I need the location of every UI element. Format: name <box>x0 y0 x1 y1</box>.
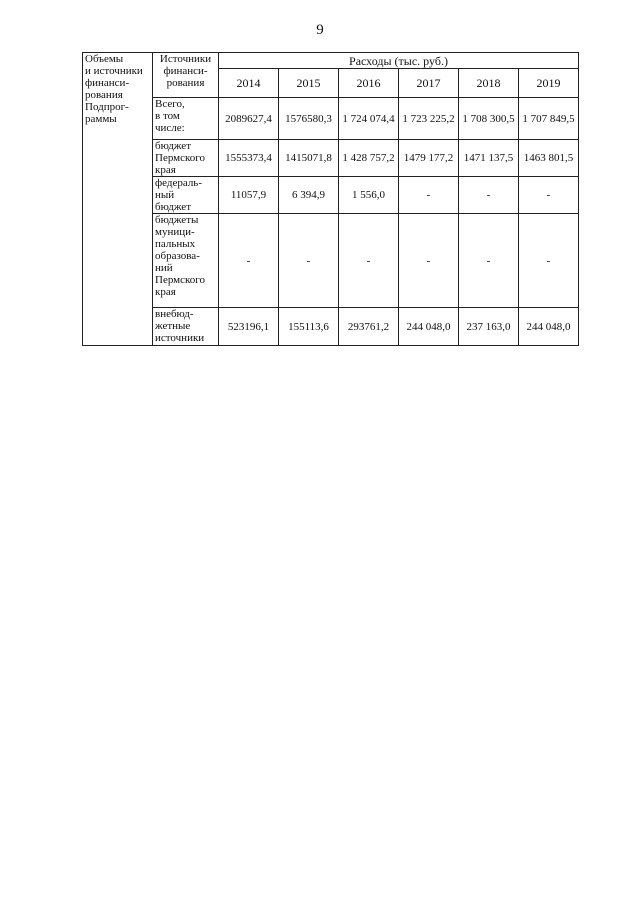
value-cell: - <box>399 214 459 308</box>
row-label <box>153 177 219 214</box>
row-label-line: бюджет <box>155 140 191 152</box>
row-label-line: внебюд- <box>155 308 194 320</box>
row-label-line: в том <box>155 110 180 122</box>
row-label-line: ный <box>155 189 175 201</box>
table-row-extrabudgetary <box>83 308 579 346</box>
value-cell: 1 707 849,5 <box>519 98 579 140</box>
row-label-line: числе: <box>155 122 185 134</box>
value-cell: 293761,2 <box>339 308 399 346</box>
row-label-line: жетные <box>155 320 191 332</box>
value-cell: 244 048,0 <box>399 308 459 346</box>
value-cell: 2089627,4 <box>219 98 279 140</box>
value-cell: - <box>399 177 459 214</box>
value-cell: 1 724 074,4 <box>339 98 399 140</box>
value-cell: 1576580,3 <box>279 98 339 140</box>
row-label-line: Пермского <box>155 152 206 164</box>
value-cell: 1 708 300,5 <box>459 98 519 140</box>
row-label-line: ний <box>155 262 173 274</box>
year-header: 2019 <box>519 69 579 98</box>
section-label-cell <box>83 53 153 346</box>
table-row-federal-budget <box>83 177 579 214</box>
value-cell: - <box>519 214 579 308</box>
page-number: 9 <box>316 22 324 38</box>
value-cell: 155113,6 <box>279 308 339 346</box>
table-row-total <box>83 98 579 140</box>
value-cell: 1479 177,2 <box>399 140 459 177</box>
value-cell: 244 048,0 <box>519 308 579 346</box>
section-label-line: Подпрог- <box>85 101 129 113</box>
expenses-header: Расходы (тыс. руб.) <box>219 53 579 69</box>
sources-header-line: финанси- <box>163 65 208 77</box>
year-header: 2018 <box>459 69 519 98</box>
row-label-line: Всего, <box>155 98 185 110</box>
section-label-line: Объемы <box>85 53 124 65</box>
sources-header-line: Источники <box>159 53 212 65</box>
value-cell: 1463 801,5 <box>519 140 579 177</box>
year-header: 2015 <box>279 69 339 98</box>
value-cell: 1415071,8 <box>279 140 339 177</box>
year-header: 2016 <box>339 69 399 98</box>
row-label-line: края <box>155 286 176 298</box>
table-row-municipal-budgets <box>83 214 579 308</box>
value-cell: 11057,9 <box>219 177 279 214</box>
row-label-line: бюджет <box>155 201 191 213</box>
row-label-line: пальных <box>155 238 196 250</box>
value-cell: - <box>459 177 519 214</box>
value-cell: 237 163,0 <box>459 308 519 346</box>
row-label-line: федераль- <box>155 177 202 189</box>
sources-header-line: рования <box>166 77 205 89</box>
section-label-line: раммы <box>85 113 117 125</box>
value-cell: - <box>519 177 579 214</box>
row-label-line: бюджеты <box>155 214 199 226</box>
row-label <box>153 98 219 140</box>
value-cell: 523196,1 <box>219 308 279 346</box>
row-label-line: источники <box>155 332 205 344</box>
row-label-line: Пермского <box>155 274 206 286</box>
value-cell: 1 723 225,2 <box>399 98 459 140</box>
row-label-line: муници- <box>155 226 195 238</box>
row-label <box>153 140 219 177</box>
section-label-line: рования <box>85 89 123 101</box>
year-header: 2017 <box>399 69 459 98</box>
table-row-regional-budget <box>83 140 579 177</box>
sources-header-cell <box>153 53 219 98</box>
section-label-line: финанси- <box>85 77 130 89</box>
value-cell: - <box>279 214 339 308</box>
row-label-line: края <box>155 164 176 176</box>
value-cell: - <box>339 214 399 308</box>
row-label-line: образова- <box>155 250 200 262</box>
value-cell: 1555373,4 <box>219 140 279 177</box>
value-cell: 1 556,0 <box>339 177 399 214</box>
value-cell: - <box>219 214 279 308</box>
financing-table <box>82 52 579 346</box>
value-cell: 6 394,9 <box>279 177 339 214</box>
year-header: 2014 <box>219 69 279 98</box>
value-cell: - <box>459 214 519 308</box>
value-cell: 1471 137,5 <box>459 140 519 177</box>
section-label-line: и источники <box>85 65 143 77</box>
value-cell: 1 428 757,2 <box>339 140 399 177</box>
row-label <box>153 308 219 346</box>
row-label <box>153 214 219 308</box>
